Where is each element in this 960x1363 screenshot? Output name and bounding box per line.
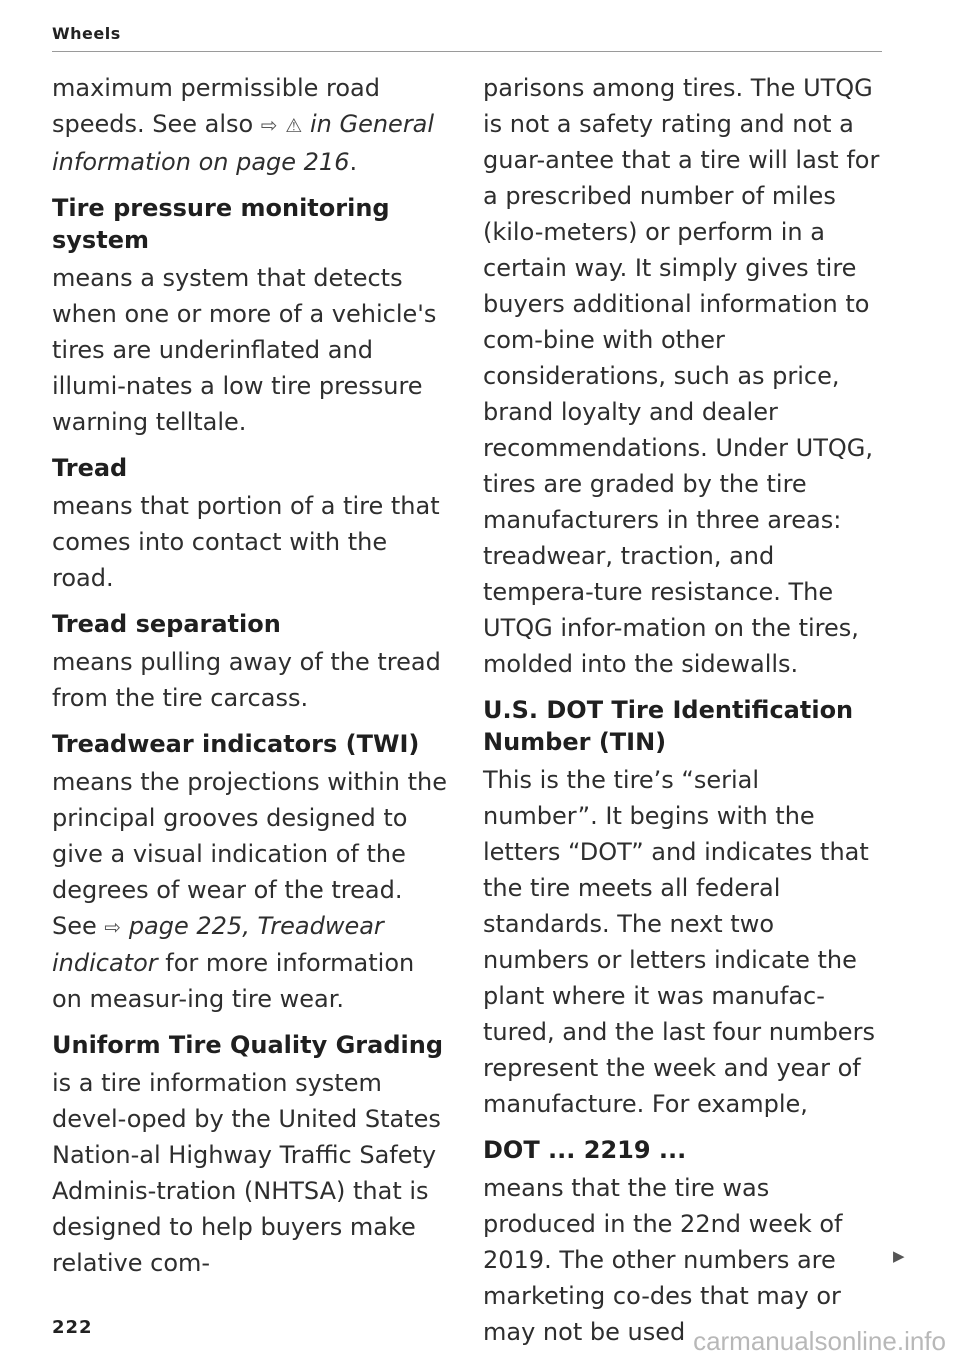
right-column xyxy=(483,70,881,1350)
body-dot-example: means that the tire was produced in the 22nd week of 2019. The other numbers are marketing co-des that may or may not be used xyxy=(483,1174,843,1346)
header-divider xyxy=(52,51,882,52)
body-tread: means that portion of a tire that comes into contact with the road. xyxy=(52,492,440,592)
heading-treadwear-indicators: Treadwear indicators (TWI) xyxy=(52,730,420,758)
dot-example: DOT ... 2219 ... xyxy=(483,1136,687,1164)
running-header: Wheels xyxy=(52,24,121,43)
intro-end: . xyxy=(349,148,358,176)
body-treadwear-indicators xyxy=(52,764,450,1017)
heading-dot-tin: U.S. DOT Tire Identification Number (TIN) xyxy=(483,696,854,756)
heading-tread-separation: Tread separation xyxy=(52,610,281,638)
warning-triangle-icon: ⚠ xyxy=(285,115,303,137)
heading-utqg: Uniform Tire Quality Grading xyxy=(52,1031,444,1059)
cross-ref-arrow-icon: ⇨ xyxy=(104,915,122,939)
body-utqg-continued: parisons among tires. The UTQG is not a safety rating and not a guar-antee that a tire will last for a prescribed number of miles (kilo-meters) or perform in a certain way. It simply gives tire buyers additional information to com-bine with other considerations, such as price, brand loyalty and dealer recommendations. Under UTQG, tires are graded by the tire manufacturers in three areas: treadwear, traction, and tempera-ture resistance. The UTQG infor-mation on the tires, molded into the sidewalls. xyxy=(483,74,880,678)
heading-tpms: Tire pressure monitoring system xyxy=(52,194,390,254)
continue-arrow-icon: ▶ xyxy=(893,1247,905,1265)
twi-cross-reference[interactable]: page 225, Treadwear indicator xyxy=(52,912,384,977)
twi-body-end: for more information on measur-ing tire wear. xyxy=(52,949,415,1013)
watermark: carmanualsonline.info xyxy=(693,1326,946,1356)
body-tpms: means a system that detects when one or more of a vehicle's tires are underinflated and illumi-nates a low tire pressure warning telltale. xyxy=(52,264,437,436)
intro-paragraph xyxy=(52,70,450,180)
intro-text: maximum permissible road speeds. See also xyxy=(52,74,380,138)
body-dot-tin: This is the tire’s “serial number”. It begins with the letters “DOT” and indicates that the tire meets all federal standards. The next two numbers or letters indicate the plant where it was manufac-tured, and the last four numbers represent the week and year of manufacture. For example, xyxy=(483,766,875,1118)
intro-cross-reference[interactable]: in General information on page 216 xyxy=(52,110,435,176)
page-number: 222 xyxy=(52,1317,93,1338)
body-utqg: is a tire information system devel-oped by the United States Nation-al Highway Traffic Safety Adminis-tration (NHTSA) that is designed to help buyers make relative com- xyxy=(52,1069,441,1277)
left-column xyxy=(52,70,450,1281)
twi-body-text: means the projections within the principal grooves designed to give a visual indication of the degrees of wear of the tread. See xyxy=(52,768,448,940)
heading-tread: Tread xyxy=(52,454,128,482)
body-tread-separation: means pulling away of the tread from the tire carcass. xyxy=(52,648,441,712)
cross-ref-arrow-icon: ⇨ xyxy=(260,113,278,137)
